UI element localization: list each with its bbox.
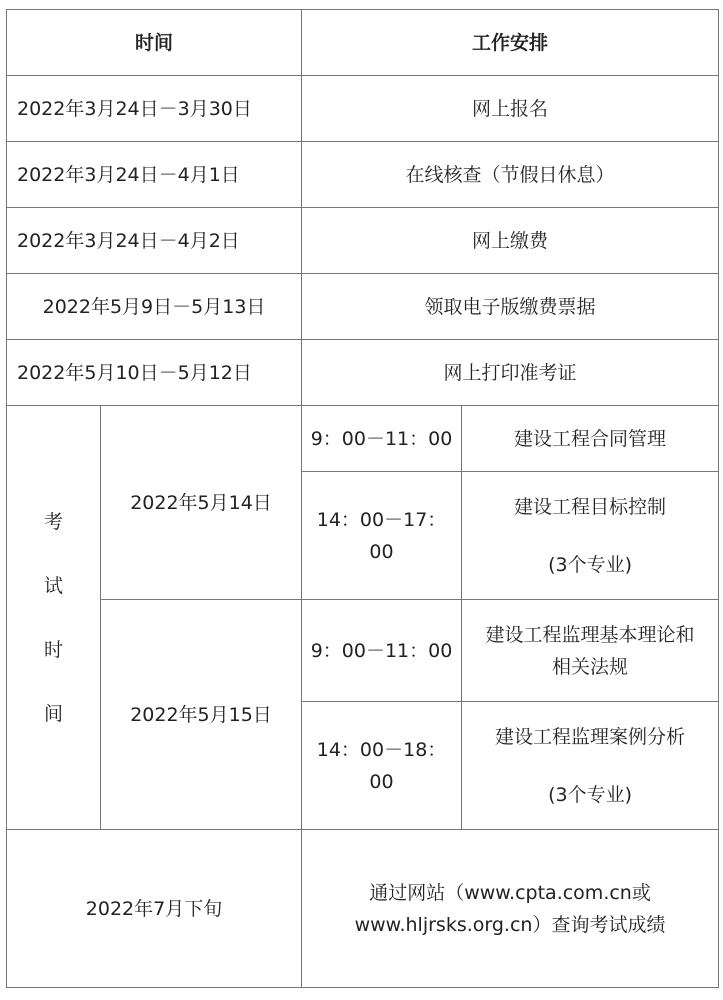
session-subject	[462, 702, 719, 830]
session-time	[302, 472, 462, 600]
result-time: 2022年7月下旬	[7, 830, 302, 988]
exam-row	[7, 600, 719, 702]
exam-date: 2022年5月14日	[101, 406, 302, 600]
session-time: 9：00－11：00	[302, 600, 462, 702]
session-subject-line: 相关法规	[552, 655, 629, 678]
spacer	[468, 753, 712, 779]
table-row	[7, 142, 719, 208]
session-subject	[462, 472, 719, 600]
row-time: 2022年3月24日－4月2日	[7, 208, 302, 274]
result-work	[302, 830, 719, 988]
session-subject-note: (3个专业)	[548, 553, 632, 576]
session-time-line: 00	[369, 540, 394, 563]
session-subject: 建设工程合同管理	[462, 406, 719, 472]
header-time: 时间	[7, 10, 302, 76]
session-subject-line: 建设工程目标控制	[514, 495, 667, 518]
result-work-line: 通过网站（www.cpta.com.cn或	[369, 881, 651, 904]
table-row	[7, 76, 719, 142]
row-work: 网上缴费	[302, 208, 719, 274]
row-work: 网上打印准考证	[302, 340, 719, 406]
table-row	[7, 208, 719, 274]
exam-schedule-table	[6, 9, 719, 988]
session-time	[302, 702, 462, 830]
table-header-row	[7, 10, 719, 76]
row-work: 领取电子版缴费票据	[302, 274, 719, 340]
exam-label-char: 试	[43, 574, 63, 597]
header-work: 工作安排	[302, 10, 719, 76]
session-time: 9：00－11：00	[302, 406, 462, 472]
exam-label-char: 考	[43, 510, 63, 533]
row-work: 在线核查（节假日休息）	[302, 142, 719, 208]
session-subject-line: 建设工程监理基本理论和	[485, 623, 695, 646]
session-time-line: 14：00－17：	[316, 508, 447, 531]
row-time: 2022年3月24日－4月1日	[7, 142, 302, 208]
exam-label-char: 间	[43, 702, 63, 725]
exam-date: 2022年5月15日	[101, 600, 302, 830]
spacer	[468, 523, 712, 549]
session-time-line: 00	[369, 770, 394, 793]
table-row	[7, 340, 719, 406]
row-time: 2022年5月9日－5月13日	[7, 274, 302, 340]
exam-label-char: 时	[43, 638, 63, 661]
session-time-line: 14：00－18：	[316, 738, 447, 761]
row-time: 2022年5月10日－5月12日	[7, 340, 302, 406]
result-row	[7, 830, 719, 988]
table-row	[7, 274, 719, 340]
exam-time-label	[7, 406, 101, 830]
result-work-line: www.hljrsks.org.cn）查询考试成绩	[354, 913, 666, 936]
session-subject-note: (3个专业)	[548, 783, 632, 806]
row-work: 网上报名	[302, 76, 719, 142]
exam-row	[7, 406, 719, 472]
row-time: 2022年3月24日－3月30日	[7, 76, 302, 142]
session-subject	[462, 600, 719, 702]
session-subject-line: 建设工程监理案例分析	[495, 725, 686, 748]
